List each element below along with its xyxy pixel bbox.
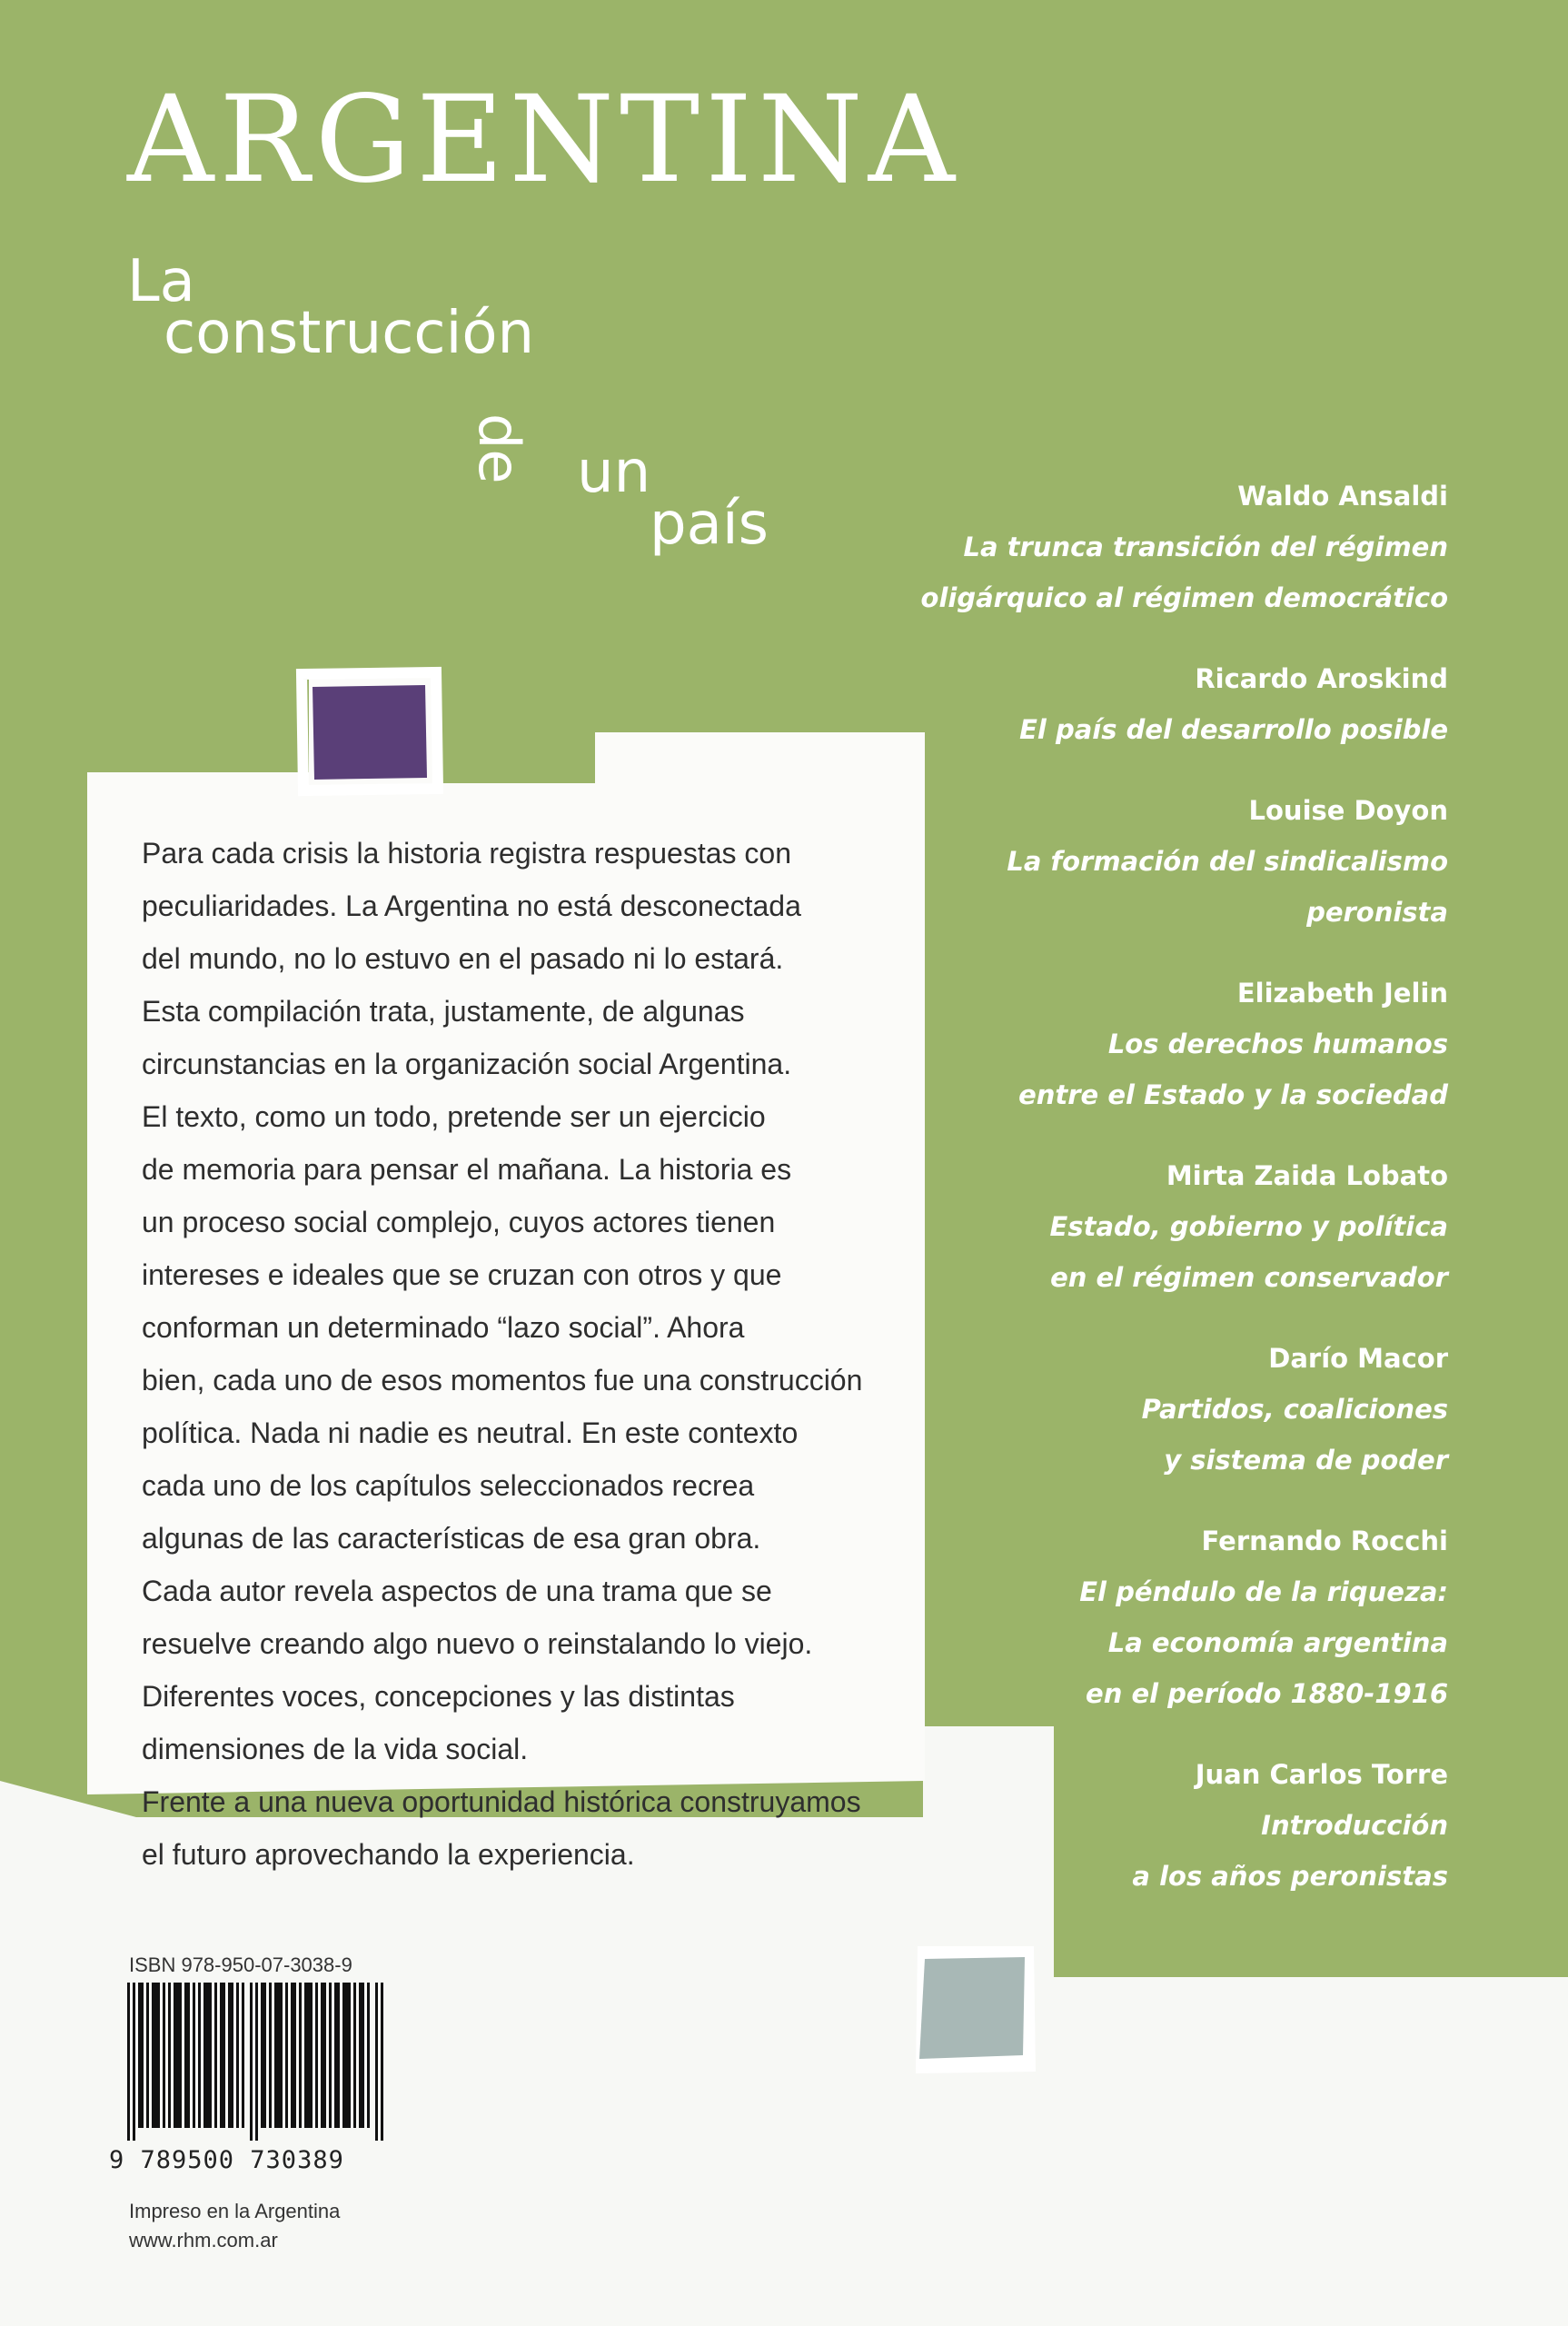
author-entry: [703, 653, 1448, 755]
blurb-line: cada uno de los capítulos seleccionados recrea: [142, 1469, 755, 1502]
blurb-line: intereses e ideales que se cruzan con otros y que: [142, 1258, 782, 1291]
printed-in-label: Impreso en la Argentina: [129, 2200, 341, 2222]
subtitle-word-de: de: [466, 413, 532, 484]
author-work-line: peronista: [1306, 897, 1448, 928]
author-name: Mirta Zaida Lobato: [1166, 1160, 1448, 1191]
author-name: Louise Doyon: [1248, 795, 1448, 826]
subtitle-word-pais: país: [650, 491, 769, 558]
author-name: Juan Carlos Torre: [1195, 1759, 1448, 1790]
subtitle-word-la: La: [127, 248, 195, 315]
author-name: Darío Macor: [1268, 1343, 1448, 1374]
blurb-line: el futuro aprovechando la experiencia.: [142, 1838, 635, 1871]
book-title: ARGENTINA: [127, 70, 961, 210]
blurb-line: Para cada crisis la historia registra respuestas con: [142, 837, 791, 870]
barcode-icon: [127, 1983, 383, 2141]
author-name: Elizabeth Jelin: [1236, 978, 1448, 1009]
author-work-line: Los derechos humanos: [1107, 1029, 1448, 1059]
author-work-line: La formación del sindicalismo: [1007, 846, 1448, 877]
blurb-line: bien, cada uno de esos momentos fue una construcción: [142, 1364, 863, 1397]
author-work-line: La trunca transición del régimen: [963, 532, 1448, 562]
blurb-line: Frente a una nueva oportunidad histórica construyamos: [142, 1785, 861, 1818]
author-work-line: El país del desarrollo posible: [1019, 714, 1448, 745]
author-work-line: Introducción: [1261, 1810, 1448, 1841]
blurb-line: Diferentes voces, concepciones y las distintas: [142, 1680, 735, 1713]
blurb-line: Cada autor revela aspectos de una trama que se: [142, 1575, 772, 1607]
author-work-line: entre el Estado y la sociedad: [1018, 1079, 1448, 1110]
publisher-website: www.rhm.com.ar: [129, 2229, 278, 2251]
blurb-line: política. Nada ni nadie es neutral. En este contexto: [142, 1416, 799, 1449]
blurb-line: circunstancias en la organización social Argentina.: [142, 1048, 792, 1080]
isbn-label: ISBN 978-950-07-3038-9: [129, 1953, 352, 1976]
author-work-line: en el período 1880-1916: [1086, 1678, 1448, 1709]
author-work-line: oligárquico al régimen democrático: [920, 582, 1448, 613]
author-work-line: y sistema de poder: [1164, 1445, 1448, 1476]
blurb-line: de memoria para pensar el mañana. La historia es: [142, 1153, 792, 1186]
author-name: Ricardo Aroskind: [1195, 663, 1448, 694]
blurb-line: peculiaridades. La Argentina no está desconectada: [142, 890, 801, 922]
blurb-line: Esta compilación trata, justamente, de algunas: [142, 995, 745, 1028]
back-cover-blurb: [142, 827, 882, 1881]
blurb-line: del mundo, no lo estuvo en el pasado ni lo estará.: [142, 942, 784, 975]
author-work-line: Estado, gobierno y política: [1049, 1211, 1448, 1242]
author-work-line: La economía argentina: [1107, 1627, 1448, 1658]
publisher-info: [129, 2197, 340, 2255]
blurb-line: El texto, como un todo, pretende ser un ejercicio: [142, 1100, 766, 1133]
subtitle-word-un: un: [577, 439, 651, 506]
author-work-line: Partidos, coaliciones: [1141, 1394, 1448, 1425]
author-work-line: El péndulo de la riqueza:: [1079, 1576, 1448, 1607]
blurb-line: conforman un determinado “lazo social”. Ahora: [142, 1311, 745, 1344]
author-work-line: en el régimen conservador: [1050, 1262, 1448, 1293]
blurb-line: algunas de las características de esa gran obra.: [142, 1522, 761, 1555]
blurb-line: resuelve creando algo nuevo o reinstalando lo viejo.: [142, 1627, 813, 1660]
purple-square: [313, 685, 427, 780]
author-entry: [703, 471, 1448, 623]
author-work-line: a los años peronistas: [1132, 1861, 1448, 1892]
blurb-line: dimensiones de la vida social.: [142, 1733, 529, 1765]
blurb-line: un proceso social complejo, cuyos actores tienen: [142, 1206, 776, 1238]
subtitle-word-construccion: construcción: [164, 300, 535, 367]
author-name: Fernando Rocchi: [1201, 1526, 1448, 1556]
barcode-digits: 9 789500 730389: [109, 2146, 344, 2174]
author-name: Waldo Ansaldi: [1237, 481, 1448, 512]
gray-square: [919, 1957, 1025, 2059]
